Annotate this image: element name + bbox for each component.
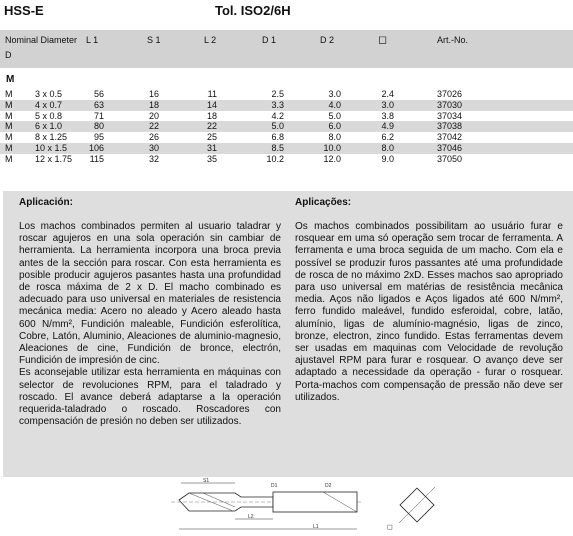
table-row [0,121,573,132]
d1-label: D1 [271,483,278,489]
cell-l1: 95 [93,132,104,143]
cell-square: 9.0 [381,153,394,164]
col-nominal-diameter: Nominal Diameter [5,35,78,45]
cell-size: 10 x 1.5 [35,142,68,153]
spec-table [0,30,573,68]
cell-s1: 20 [148,110,159,121]
cell-d1: 8.5 [271,142,284,153]
table-row [0,89,573,100]
cell-prefix: M [5,132,13,143]
cell-size: 5 x 0.8 [35,110,63,121]
cell-l2: 11 [207,89,217,99]
cell-prefix: M [5,99,13,110]
square-symbol-icon: ◻ [387,524,393,531]
cell-d2: 8.0 [328,132,341,143]
col-square-icon: ◻ [378,34,388,46]
cell-art-no: 37050 [437,153,463,164]
col-nominal-diameter-d: D [5,50,12,60]
portuguese-text [295,221,563,404]
tolerance-title: Tol. ISO2/6H [215,3,291,18]
col-d1: D 1 [262,35,277,45]
cell-prefix: M [5,89,13,99]
cell-l2: 25 [206,132,217,143]
cell-size: 12 x 1.75 [35,153,73,164]
cell-d1: 3.3 [271,99,284,110]
cell-d1: 5.0 [271,121,284,132]
spanish-text [19,221,281,428]
cell-d2: 3.0 [328,89,341,99]
cell-s1: 26 [148,132,159,143]
table-row [0,111,573,122]
portuguese-heading: Aplicações: [295,197,352,208]
l1-label: L1 [313,524,319,530]
col-s1: S 1 [147,35,161,45]
cell-d1: 4.2 [271,110,284,121]
cell-s1: 18 [148,99,159,110]
cell-square: 2.4 [381,89,394,99]
table-row [0,143,573,154]
cell-prefix: M [5,110,13,121]
cell-square: 3.0 [381,99,394,110]
cell-art-no: 37030 [437,99,463,110]
cell-s1: 32 [148,153,159,164]
group-label-m: M [6,74,15,85]
tap-drawing [3,477,573,536]
cell-l2: 14 [206,99,217,110]
d2-label: D2 [325,483,332,489]
cell-l2: 35 [206,153,217,164]
table-row [0,100,573,111]
cell-prefix: M [5,142,13,153]
cell-s1: 16 [148,89,159,99]
col-art-no: Art.-No. [437,35,469,45]
cell-square: 3.8 [381,110,394,121]
cell-l2: 18 [206,110,217,121]
cell-d2: 10.0 [323,142,341,153]
col-l2: L 2 [204,35,217,45]
cell-s1: 30 [148,142,159,153]
cell-d1: 10.2 [266,153,284,164]
tool-drawing-panel [3,477,573,536]
cell-art-no: 37034 [437,110,463,121]
cell-d1: 6.8 [271,132,284,143]
cell-prefix: M [5,153,13,164]
portuguese-paragraph: Os machos combinados possibilitam ao usuário furar e rosquear em uma só operação sem trocar de ferramenta. A ferramenta e uma broca seguida de um macho. Com ela e possível se produzir furos passantes até uma profundidade de rosca de no máximo 2xD. Esses machos sao apropriado para uso universal em matérias de resistência mecânica media. Aços não ligados e Aços ligados até 600 N/mm², ferro fundido maleável, fundido esferoidal, cobre, latão, alumínio, ligas de alumínio-magnésio, ligas de zinco, bronze, electron, zinco fundido. Estas ferramentas devem ser usadas em maquinas com Velocidade de revolução ajustavel RPM para furar e rosquear. O avanço deve ser adaptado a necessidade da operação - furar o rosquear. Porta-machos com compensação de pressão não deve ser utilizados. [295,221,563,403]
cell-l1: 71 [93,110,104,121]
cell-square: 4.9 [381,121,394,132]
cell-d2: 12.0 [323,153,341,164]
description-panel [3,191,573,477]
table-header [0,30,573,68]
cell-art-no: 37046 [437,142,463,153]
cell-l1: 115 [89,153,104,164]
cell-square: 8.0 [381,142,394,153]
cell-l1: 80 [93,121,104,132]
table-row [0,132,573,143]
cell-square: 6.2 [381,132,394,143]
product-title: HSS-E [4,3,44,18]
s1-label: S1 [203,478,210,484]
cell-l1: 63 [93,99,104,110]
cell-d1: 2.5 [271,89,284,99]
cell-d2: 4.0 [328,99,341,110]
cell-d2: 5.0 [328,110,341,121]
cell-s1: 22 [148,121,159,132]
table-body [0,89,573,165]
cell-l1: 56 [93,89,104,99]
cell-l2: 31 [206,142,217,153]
cell-art-no: 37026 [437,89,463,99]
cell-l1: 106 [88,142,104,153]
cell-size: 8 x 1.25 [35,132,68,143]
cell-l2: 22 [206,121,217,132]
col-d2: D 2 [320,35,335,45]
spanish-paragraph-1: Los machos combinados permiten al usuario taladrar y roscar agujeros en una sola operación sin cambiar de herramienta. La herramienta incorpora una broca previa antes de la sección para roscar. Con esta herramienta es posible producir agujeros pasantes hasta una profundidad de rosca máxima de 2 x D. El macho combinado es adecuado para uso universal en materiales de resistencia mecánica media: Acero no aleado y Acero aleado hasta 600 N/mm², Fundición maleable, Fundición esferolítica, Cobre, Latón, Aluminio, Aleaciones de aluminio-magnesio, Aleaciones de cine, Fundición de bronce, electrón, Fundición de impresión de cinc. [19,221,281,367]
spanish-paragraph-2: Es aconsejable utilizar esta herramienta en máquinas con selector de revoluciones RPM, para el taladrado y roscado. El avance deberá adaptarse a la operación requerida-taladrado o roscado. Roscadores con compensación de presión no deben ser utilizados. [19,367,281,428]
cell-size: 4 x 0.7 [35,99,63,110]
cell-size: 6 x 1.0 [35,121,63,132]
l2-label: L2 [248,514,254,520]
cell-size: 3 x 0.5 [35,89,63,99]
col-l1: L 1 [86,35,99,45]
cell-d2: 6.0 [328,121,341,132]
spanish-heading: Aplicación: [19,197,73,208]
cell-prefix: M [5,121,13,132]
cell-art-no: 37042 [437,132,463,143]
cell-art-no: 37038 [437,121,463,132]
tap-shank [273,492,357,512]
table-row [0,154,573,165]
